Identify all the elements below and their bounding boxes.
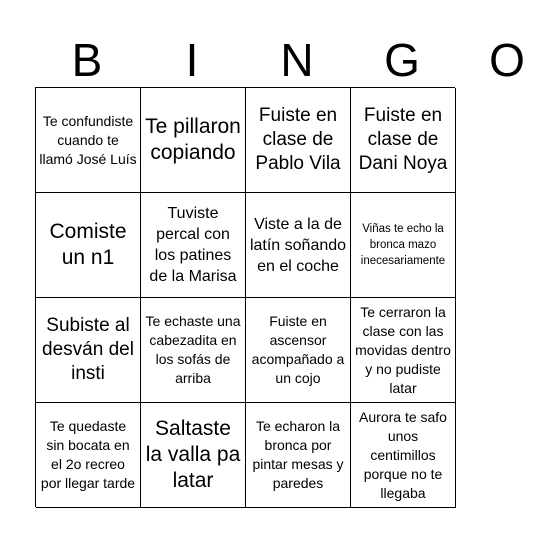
bingo-cell[interactable] xyxy=(246,403,351,508)
cell-text: Te echaste una cabezadita en los sofás de arriba xyxy=(145,313,241,386)
header-letter-n: N xyxy=(280,34,314,86)
cell-text: Aurora te safo unos centimillos porque no te llegaba xyxy=(359,408,447,501)
bingo-cell[interactable] xyxy=(351,298,456,403)
header-letter-g: G xyxy=(384,34,420,86)
bingo-cell[interactable] xyxy=(36,298,141,403)
header-letter-i: I xyxy=(185,34,199,86)
bingo-cell[interactable] xyxy=(351,193,456,298)
cell-text: Subiste al desván del insti xyxy=(42,315,134,384)
bingo-cell[interactable] xyxy=(36,88,141,193)
cell-text: Te echaron la bronca por pintar mesas y paredes xyxy=(252,418,344,491)
bingo-cell[interactable] xyxy=(141,193,246,298)
cell-text: Fuiste en ascensor acompañado a un cojo xyxy=(251,313,345,386)
cell-text: Viste a la de latín soñando en el coche xyxy=(249,215,347,275)
cell-text: Tuviste percal con los patines de la Marisa xyxy=(149,205,237,285)
cell-text: Viñas te echo la bronca mazo inecesariamente xyxy=(360,223,446,267)
bingo-header xyxy=(35,30,525,90)
bingo-cell[interactable] xyxy=(246,88,351,193)
header-letter-b: B xyxy=(71,34,103,86)
cell-text: Te quedaste sin bocata en el 2o recreo por llegar tarde xyxy=(40,418,136,491)
bingo-cell[interactable] xyxy=(246,193,351,298)
cell-text: Fuiste en clase de Dani Noya xyxy=(358,105,448,174)
cell-text: Te confundiste cuando te llamó José Luís xyxy=(39,112,137,167)
bingo-cell[interactable] xyxy=(36,403,141,508)
bingo-grid xyxy=(35,87,455,507)
cell-text: Comiste un n1 xyxy=(49,220,127,269)
bingo-cell[interactable] xyxy=(141,403,246,508)
bingo-cell[interactable] xyxy=(36,193,141,298)
cell-text: Te pillaron copiando xyxy=(145,115,241,164)
header-letter-o: O xyxy=(489,34,525,86)
cell-text: Saltaste la valla pa latar xyxy=(145,417,241,492)
bingo-cell[interactable] xyxy=(246,298,351,403)
cell-text: Te cerraron la clase con las movidas dentro y no pudiste latar xyxy=(355,303,451,396)
cell-text: Fuiste en clase de Pablo Vila xyxy=(255,105,341,174)
bingo-cell[interactable] xyxy=(351,403,456,508)
bingo-cell[interactable] xyxy=(141,298,246,403)
bingo-cell[interactable] xyxy=(141,88,246,193)
bingo-cell[interactable] xyxy=(351,88,456,193)
